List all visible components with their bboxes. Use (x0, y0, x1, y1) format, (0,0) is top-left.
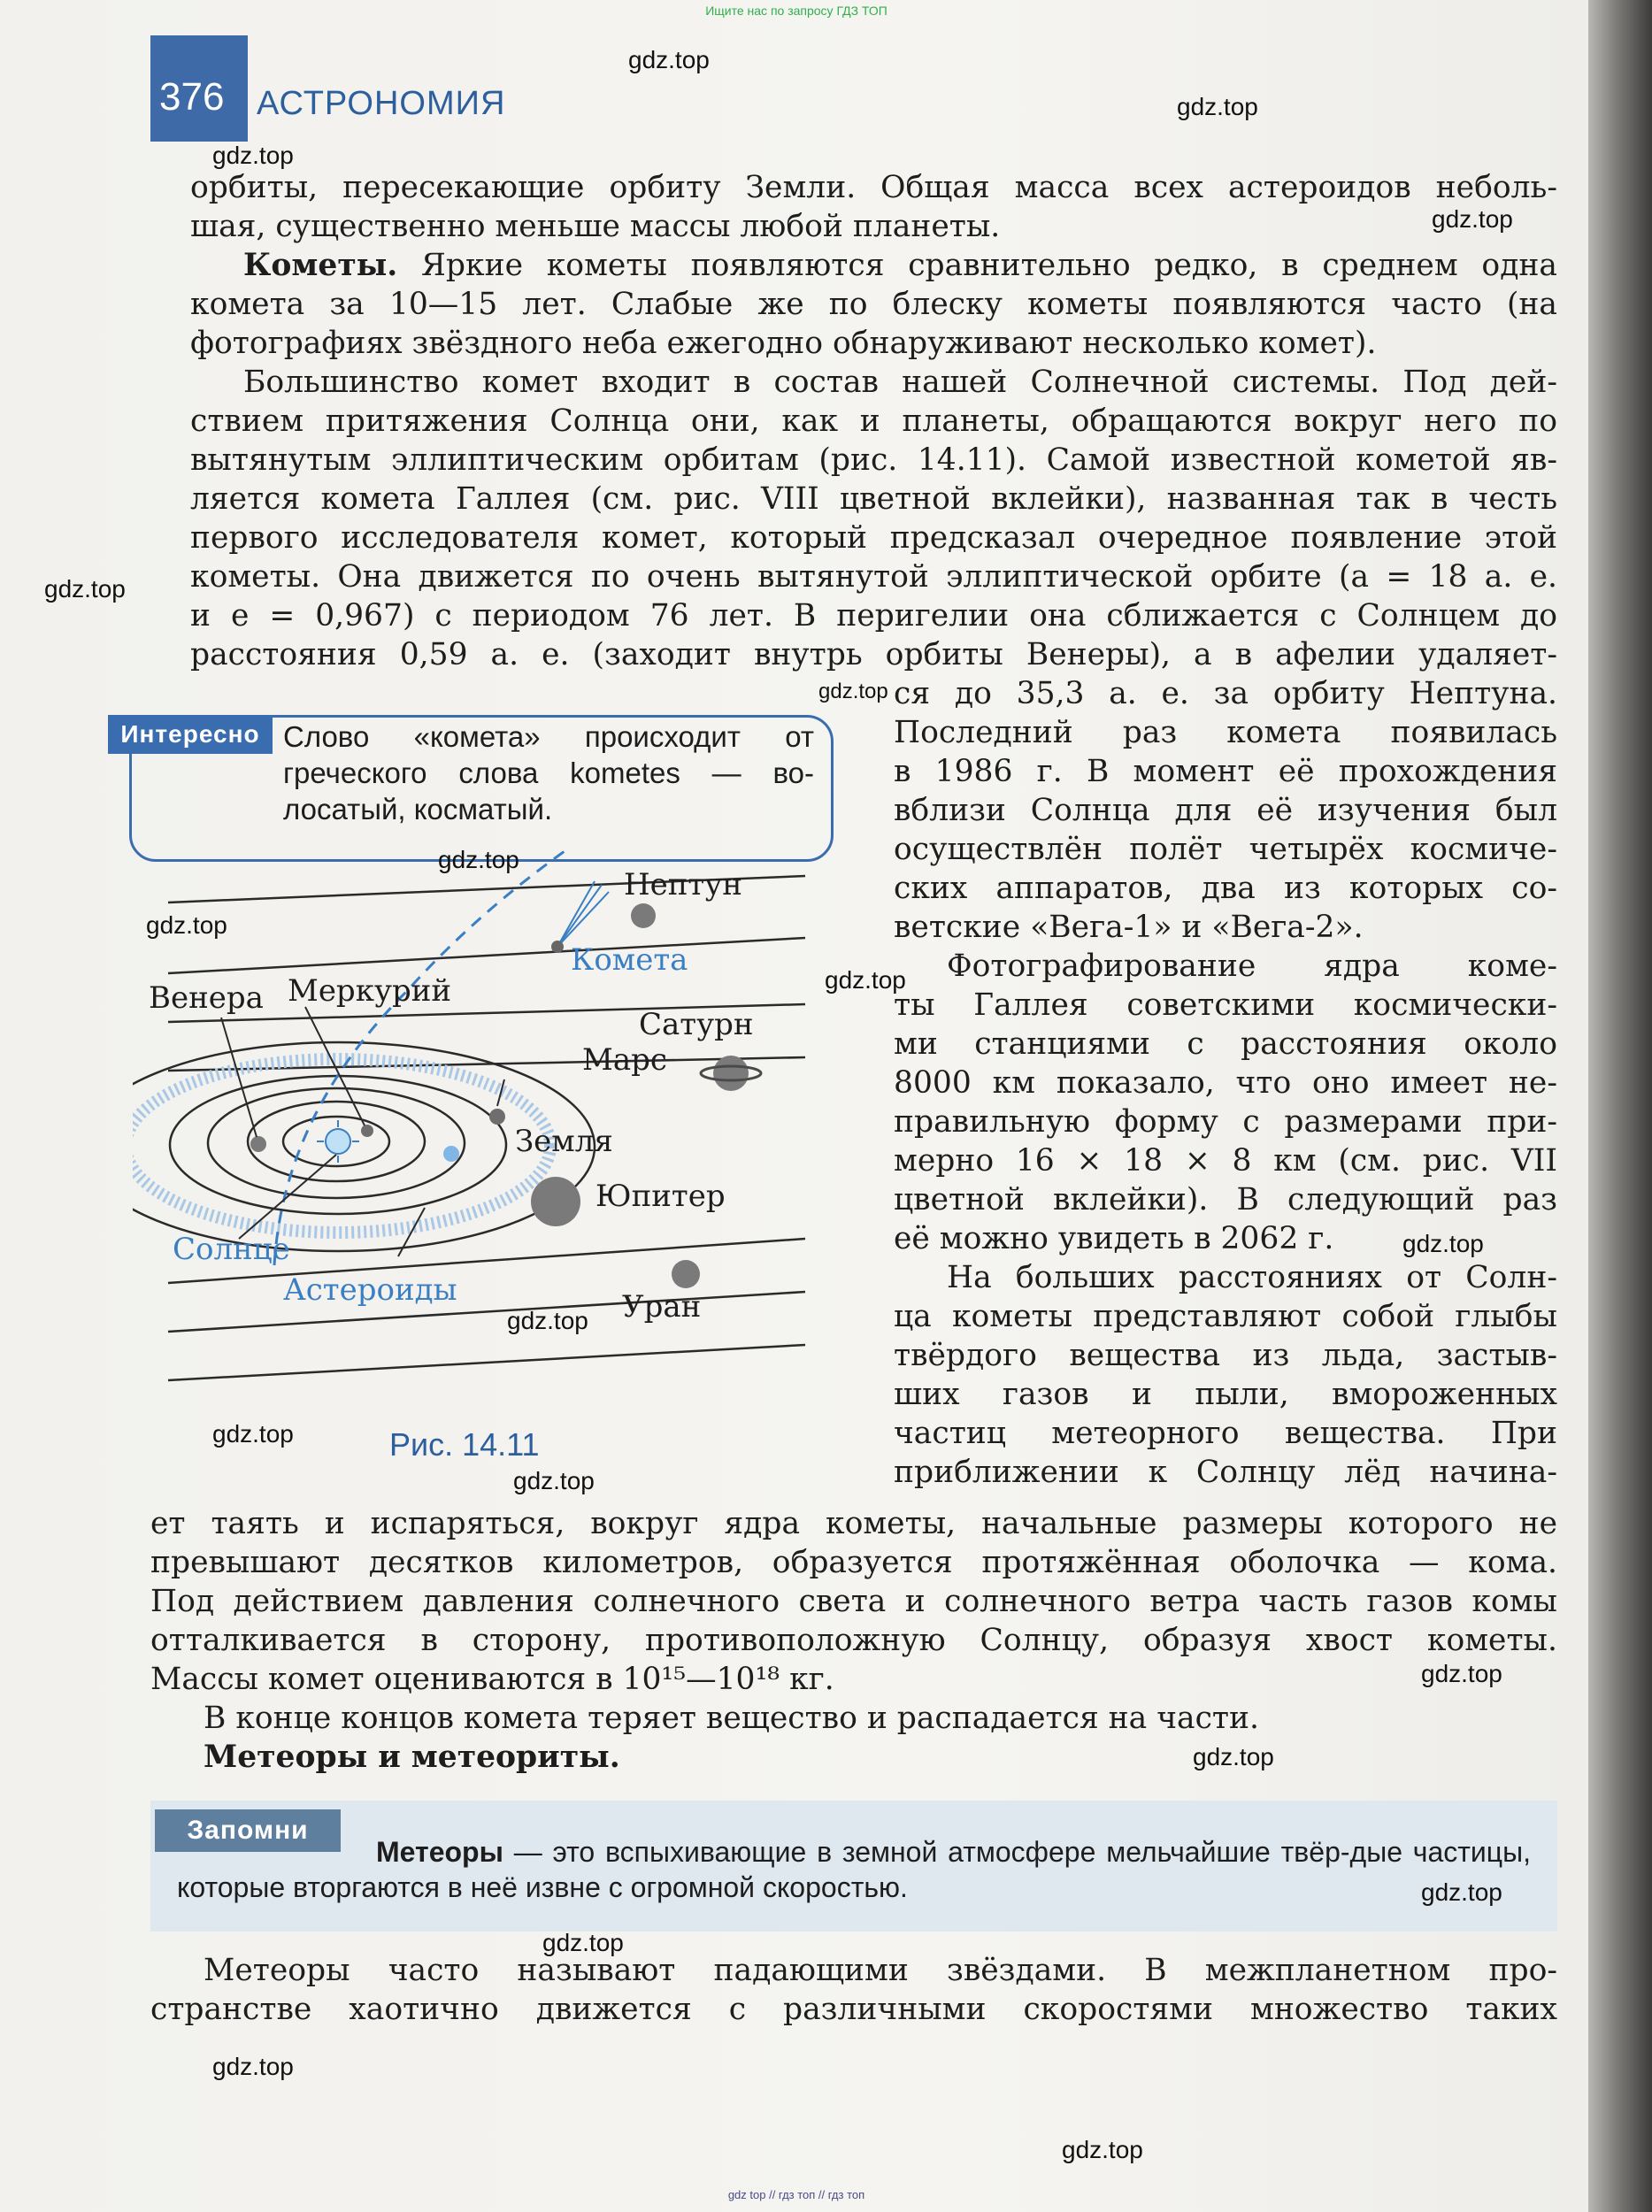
text-line: ты Галлея советскими космически- (894, 987, 1557, 1023)
text-line: в 1986 г. В момент её прохождения (894, 754, 1557, 789)
text-line: ся до 35,3 а. е. за орбиту Нептуна. (894, 676, 1557, 711)
mercury-icon (361, 1125, 373, 1137)
watermark: gdz.top (44, 575, 126, 603)
label-asteroids: Астероиды (283, 1272, 457, 1308)
uranus-icon (672, 1260, 700, 1288)
figure-solar-system (133, 849, 841, 1486)
label-mars: Марс (582, 1042, 667, 1078)
watermark: gdz.top (212, 1420, 294, 1448)
interesting-text: Слово «комета» происходит от греческого слова kometes — во-лосатый, косматый. (283, 720, 814, 826)
text-line: странстве хаотично движется с различными скоростями множество таких (150, 1992, 1557, 2027)
label-saturn: Сатурн (639, 1007, 754, 1042)
paragraph-asteroids-end (190, 168, 1557, 246)
paragraph-comet-disintegrates: В конце концов комета теряет вещество и распадается на части. (204, 1701, 1259, 1736)
sun-icon (317, 1120, 359, 1163)
text-line: Фотографирование ядра коме- (947, 949, 1557, 984)
paragraph-coma (150, 1504, 1557, 1699)
watermark: gdz.top (507, 1307, 588, 1334)
watermark: gdz.top (513, 1467, 595, 1494)
pointer-venus (221, 1018, 257, 1137)
text-line: её можно увидеть в 2062 г. (894, 1221, 1334, 1256)
watermark: gdz.top (542, 1929, 624, 1956)
text-line: На больших расстояниях от Солн- (947, 1260, 1557, 1295)
remember-label: Запомни (155, 1809, 341, 1852)
watermark: gdz.top (1402, 1230, 1484, 1257)
watermark: gdz.top (1432, 205, 1513, 233)
text-line: Последний раз комета появилась (894, 715, 1557, 750)
text-line: расстояния 0,59 а. е. (заходит внутрь орбиты Венеры), а в афелии удаляет- (190, 637, 1557, 672)
watermark: gdz.top (1421, 1660, 1502, 1687)
text-line: ет таять и испаряться, вокруг ядра кометы, начальные размеры которого не (150, 1506, 1557, 1541)
label-uranus: Уран (622, 1289, 702, 1325)
text-line: Яркие кометы появляются сравнительно редко, в среднем одна (397, 248, 1557, 283)
label-mercury: Меркурий (288, 973, 452, 1009)
interesting-label: Интересно (108, 715, 273, 754)
jupiter-icon (531, 1177, 580, 1226)
paragraph-halley (190, 363, 1557, 674)
label-neptune: Нептун (624, 867, 742, 902)
watermark: gdz.top (1177, 93, 1258, 120)
orbit-line-outer-5 (168, 1292, 805, 1332)
text-line: ших газов и пыли, вмороженных (894, 1377, 1557, 1412)
text-line: фотографиях звёздного неба ежегодно обнаруживают несколько комет). (190, 326, 1377, 361)
label-jupiter: Юпитер (595, 1179, 726, 1214)
meteors-heading: Метеоры и метеориты. (204, 1740, 620, 1775)
saturn-icon (701, 1056, 761, 1091)
text-line: частиц метеорного вещества. При (894, 1416, 1557, 1451)
remember-definition: — это вспыхивающие в земной атмосфере мельчайшие твёр-дые частицы, которые вторгаются в неё извне с огромной скоростью. (177, 1836, 1531, 1903)
text-line: первого исследователя комет, который предсказал очередное появление этой (190, 520, 1557, 556)
text-line: и e = 0,967) с периодом 76 лет. В перигелии она сближается с Солнцем до (190, 598, 1557, 634)
text-line: шая, существенно меньше массы любой планеты. (190, 209, 1001, 244)
text-line: цветной вклейки). В следующий раз (894, 1182, 1557, 1217)
watermark: gdz.top (212, 2053, 294, 2080)
section-title: АСТРОНОМИЯ (257, 85, 506, 122)
text-line: ляется комета Галлея (см. рис. VIII цветной вклейки), названная так в честь (190, 481, 1557, 517)
watermark: gdz.top (146, 911, 227, 939)
neptune-icon (631, 903, 656, 928)
orbit-line-outer-1 (168, 938, 805, 973)
text-line: твёрдого вещества из льда, застыв- (894, 1338, 1557, 1373)
text-line: отталкивается в сторону, противоположную Солнцу, образуя хвост кометы. (150, 1623, 1557, 1658)
text-line: Под действием давления солнечного света и солнечного ветра часть газов комы (150, 1584, 1557, 1619)
text-line: осуществлён полёт четырёх космиче- (894, 832, 1557, 867)
top-banner[interactable]: Ищите нас по запросу ГДЗ ТОП (705, 4, 887, 18)
text-line: правильную форму с размерами при- (894, 1104, 1557, 1140)
watermark: gdz.top (818, 680, 888, 703)
text-line: ствием притяжения Солнца они, как и планеты, обращаются вокруг него по (190, 403, 1557, 439)
orbit-line-outer-6 (168, 1345, 805, 1380)
text-line: вытянутым эллиптическим орбитам (рис. 14.11). Самой известной кометой яв- (190, 442, 1557, 478)
text-line: приближении к Солнцу лёд начина- (894, 1455, 1557, 1490)
venus-icon (250, 1136, 266, 1152)
remember-text (177, 1834, 1531, 1905)
text-line: Массы комет оцениваются в 10¹⁵—10¹⁸ кг. (150, 1662, 834, 1697)
mars-icon (489, 1109, 505, 1125)
text-line: ветские «Вега-1» и «Вега-2». (894, 910, 1364, 945)
bottom-banner[interactable]: gdz top // гдз топ // гдз топ (727, 2188, 865, 2201)
earth-icon (443, 1146, 459, 1162)
text-line: ца кометы представляют собой глыбы (894, 1299, 1557, 1334)
page-number: 376 (159, 75, 225, 119)
label-sun: Солнце (173, 1232, 290, 1267)
text-line: ми станциями с расстояния около (894, 1026, 1557, 1062)
watermark: gdz.top (1062, 2136, 1143, 2163)
text-line: мерно 16 × 18 × 8 км (см. рис. VII (894, 1143, 1557, 1179)
text-line: Большинство комет входит в состав нашей Солнечной системы. Под дей- (243, 365, 1557, 400)
right-column-text (894, 674, 1557, 1492)
watermark: gdz.top (438, 846, 519, 873)
label-venus: Венера (149, 980, 264, 1016)
watermark: gdz.top (1193, 1743, 1274, 1770)
solar-system-diagram (133, 849, 841, 1486)
label-comet: Комета (571, 942, 688, 978)
text-line: кометы. Она движется по очень вытянутой эллиптической орбите (a = 18 а. е. (190, 559, 1557, 595)
figure-caption: Рис. 14.11 (389, 1426, 540, 1463)
paragraph-shooting-stars (150, 1951, 1557, 2029)
text-line: Метеоры часто называют падающими звёздами. В межпланетном про- (204, 1953, 1557, 1988)
watermark: gdz.top (628, 46, 710, 73)
text-line: орбиты, пересекающие орбиту Земли. Общая масса всех астероидов неболь- (190, 170, 1557, 205)
watermark: gdz.top (825, 966, 906, 994)
book-spine-shadow (1588, 0, 1652, 2212)
watermark: gdz.top (212, 142, 294, 169)
comets-heading: Кометы. (243, 248, 398, 283)
text-line: вблизи Солнца для её изучения был (894, 793, 1557, 828)
label-earth: Земля (515, 1124, 613, 1159)
text-line: ских аппаратов, два из которых со- (894, 871, 1557, 906)
text-line: 8000 км показало, что оно имеет не- (894, 1065, 1557, 1101)
paragraph-comets (190, 246, 1557, 363)
watermark: gdz.top (1421, 1878, 1502, 1906)
text-line: превышают десятков километров, образуется протяжённая оболочка — кома. (150, 1545, 1557, 1580)
text-line: комета за 10—15 лет. Слабые же по блеску кометы появляются часто (на (190, 287, 1557, 322)
remember-term: Метеоры (376, 1836, 503, 1868)
